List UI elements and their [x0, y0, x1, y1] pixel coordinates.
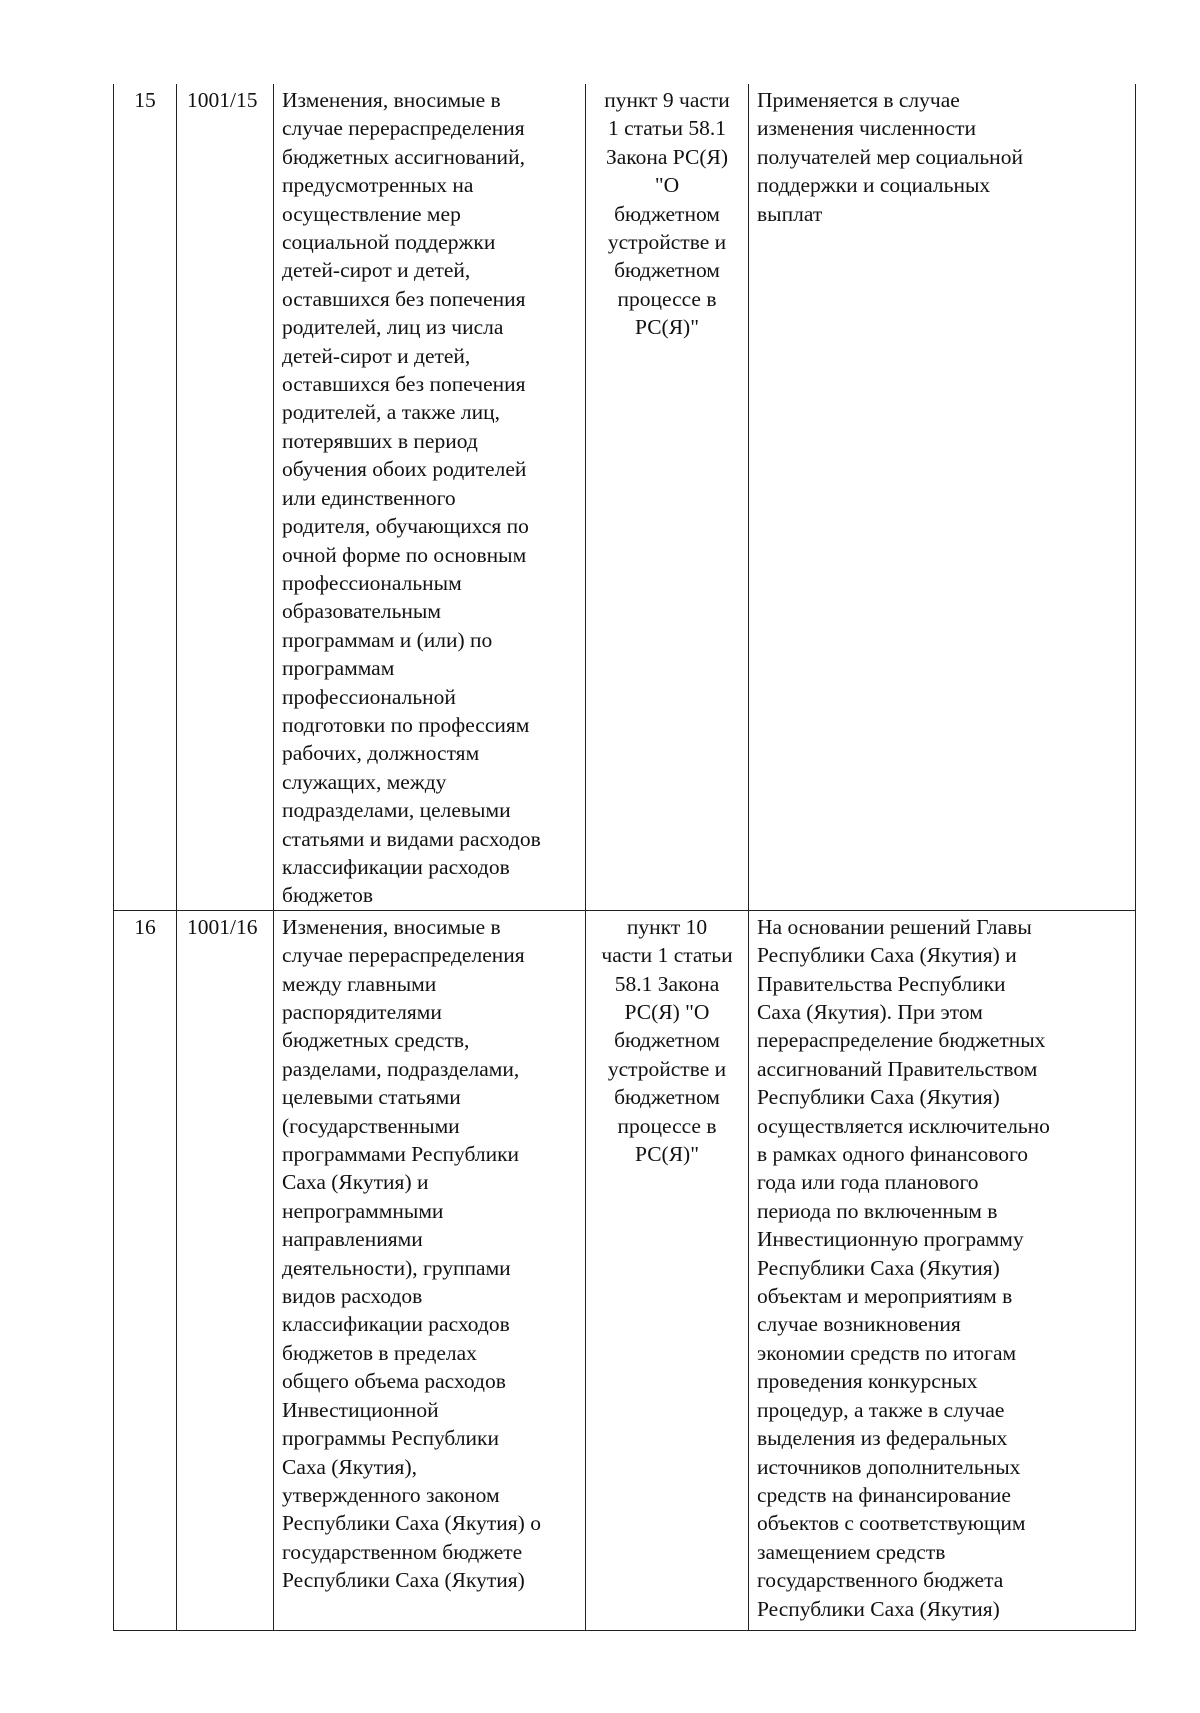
text-line: Республики Саха (Якутия) — [757, 1596, 1000, 1621]
row-legal-basis — [586, 910, 749, 1630]
text-line: родителей, лиц из числа — [282, 315, 504, 340]
text-line: в рамках одного финансового — [757, 1142, 1029, 1167]
text-line: распорядителями — [282, 1000, 442, 1024]
text-line: социальной поддержки — [282, 230, 496, 255]
text-line: бюджетном — [614, 1085, 720, 1110]
text-line: видов расходов — [282, 1284, 423, 1309]
row-code: 1001/15 — [177, 84, 274, 910]
text-line: замещением средств — [757, 1539, 946, 1564]
text-line: средств на финансирование — [757, 1482, 1011, 1507]
text-line: части 1 статьи — [601, 943, 733, 968]
text-line: изменения численности — [757, 116, 977, 141]
text-line: детей-сирот и детей, — [282, 343, 471, 368]
text-line: РС(Я) "О — [624, 1000, 710, 1024]
table-row — [114, 910, 1136, 1630]
text-line: общего объема расходов — [282, 1369, 506, 1394]
text-line: оставшихся без попечения — [282, 286, 526, 311]
text-line: Республики Саха (Якутия) — [757, 1255, 1000, 1280]
text-line: Республики Саха (Якутия) — [282, 1568, 525, 1593]
budget-changes-table — [113, 84, 1136, 1631]
row-legal-basis — [586, 84, 749, 910]
text-line: выплат — [757, 201, 823, 226]
row-note — [749, 910, 1136, 1630]
text-line: оставшихся без попечения — [282, 372, 526, 397]
text-line: ассигнований Правительством — [757, 1056, 1038, 1081]
text-line: случае перераспределения — [282, 943, 525, 968]
text-line: 1 статьи 58.1 — [607, 116, 727, 141]
text-line: Саха (Якутия), — [282, 1454, 417, 1479]
text-line: Республики Саха (Якутия) — [757, 1085, 1000, 1110]
text-line: Изменения, вносимые в — [282, 88, 501, 112]
text-line: бюджетном — [614, 201, 720, 226]
text-line: между главными — [282, 971, 437, 996]
text-line: деятельности), группами — [282, 1255, 511, 1280]
text-line: пункт 10 — [626, 914, 708, 939]
table-row — [114, 84, 1136, 910]
text-line: периода по включенным в — [757, 1198, 998, 1223]
text-line: проведения конкурсных — [757, 1369, 978, 1394]
text-line: РС(Я)" — [635, 1142, 699, 1167]
text-line: профессиональным — [282, 570, 462, 595]
text-line: процессе в — [617, 286, 717, 311]
text-line: Республики Саха (Якутия) о — [282, 1511, 541, 1536]
text-line: потерявших в период — [282, 428, 478, 453]
text-line: бюджетов — [282, 883, 373, 908]
text-line: Республики Саха (Якутия) и — [757, 943, 1017, 968]
text-line: разделами, подразделами, — [282, 1056, 520, 1081]
text-line: обучения обоих родителей — [282, 457, 527, 482]
text-line: осуществление мер — [282, 201, 461, 226]
text-line: Саха (Якутия) и — [282, 1170, 429, 1195]
text-line: Закона РС(Я) — [605, 144, 729, 169]
text-line: детей-сирот и детей, — [282, 258, 471, 283]
text-line: предусмотренных на — [282, 173, 474, 198]
text-line: бюджетных ассигнований, — [282, 144, 525, 169]
text-line: подготовки по профессиям — [282, 712, 530, 737]
text-line: (государственными — [282, 1113, 460, 1138]
text-line: Правительства Республики — [757, 971, 1006, 996]
description-lines — [282, 86, 577, 910]
text-line: целевыми статьями — [282, 1085, 461, 1110]
text-line: или единственного — [282, 485, 456, 510]
text-line: Изменения, вносимые в — [282, 914, 501, 939]
text-line: бюджетов в пределах — [282, 1340, 477, 1365]
text-line: 58.1 Закона — [614, 971, 720, 996]
text-line: бюджетном — [614, 1028, 720, 1053]
text-line: процедур, а также в случае — [757, 1397, 1005, 1422]
text-line: рабочих, должностям — [282, 741, 480, 766]
text-line: Саха (Якутия). При этом — [757, 1000, 983, 1024]
text-line: выделения из федеральных — [757, 1426, 1008, 1451]
text-line: классификации расходов — [282, 1312, 510, 1337]
text-line: классификации расходов — [282, 854, 510, 879]
text-line: непрограммными — [282, 1198, 444, 1223]
row-description — [274, 84, 586, 910]
text-line: государственном бюджете — [282, 1539, 523, 1564]
text-line: устройстве и — [607, 1056, 727, 1081]
note-lines — [757, 913, 1127, 1623]
text-line: "О — [654, 173, 680, 198]
text-line: государственного бюджета — [757, 1568, 1004, 1593]
text-line: объектов с соответствующим — [757, 1511, 1026, 1536]
text-line: очной форме по основным — [282, 542, 527, 567]
text-line: родителя, обучающихся по — [282, 514, 529, 539]
row-note — [749, 84, 1136, 910]
text-line: поддержки и социальных — [757, 173, 991, 198]
text-line: бюджетном — [614, 258, 720, 283]
text-line: экономии средств по итогам — [757, 1340, 1017, 1365]
legal-basis-lines — [594, 86, 740, 342]
text-line: процессе в — [617, 1113, 717, 1138]
text-line: источников дополнительных — [757, 1454, 1021, 1479]
row-code: 1001/16 — [177, 910, 274, 1630]
text-line: утвержденного законом — [282, 1482, 500, 1507]
text-line: получателей мер социальной — [757, 144, 1023, 169]
text-line: Инвестиционной — [282, 1397, 439, 1422]
row-description — [274, 910, 586, 1630]
text-line: Применяется в случае — [757, 88, 960, 112]
note-lines — [757, 86, 1127, 228]
text-line: года или года планового — [757, 1170, 979, 1195]
text-line: программы Республики — [282, 1426, 500, 1451]
text-line: РС(Я)" — [635, 315, 699, 340]
text-line: программам — [282, 656, 395, 681]
text-line: пункт 9 части — [604, 88, 730, 112]
text-line: статьями и видами расходов — [282, 826, 541, 851]
text-line: устройстве и — [607, 230, 727, 255]
text-line: подразделами, целевыми — [282, 798, 511, 823]
text-line: На основании решений Главы — [757, 914, 1032, 939]
text-line: программами Республики — [282, 1142, 520, 1167]
text-line: случае возникновения — [757, 1312, 961, 1337]
text-line: случае перераспределения — [282, 116, 525, 141]
legal-basis-lines — [594, 913, 740, 1169]
text-line: родителей, а также лиц, — [282, 400, 500, 425]
row-number: 16 — [114, 910, 177, 1630]
text-line: программам и (или) по — [282, 627, 493, 652]
description-lines — [282, 913, 577, 1595]
text-line: объектам и мероприятиям в — [757, 1284, 1013, 1309]
row-number: 15 — [114, 84, 177, 910]
text-line: перераспределение бюджетных — [757, 1028, 1046, 1053]
text-line: осуществляется исключительно — [757, 1113, 1050, 1138]
text-line: бюджетных средств, — [282, 1028, 470, 1053]
text-line: направлениями — [282, 1227, 423, 1252]
text-line: профессиональной — [282, 684, 456, 709]
text-line: образовательным — [282, 599, 441, 624]
text-line: служащих, между — [282, 769, 447, 794]
text-line: Инвестиционную программу — [757, 1227, 1024, 1252]
